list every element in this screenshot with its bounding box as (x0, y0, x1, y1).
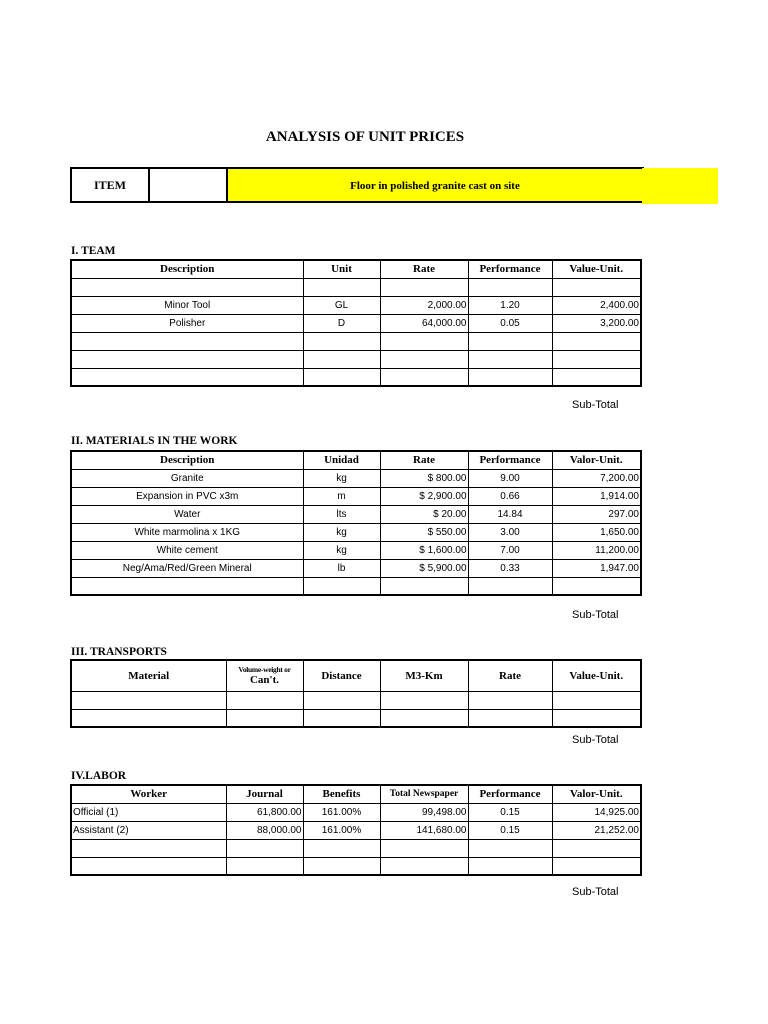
cell: 61,800.00 (226, 803, 303, 821)
item-code (149, 168, 227, 202)
table-row (71, 332, 641, 350)
col-header: Rate (468, 660, 552, 691)
cell (552, 839, 641, 857)
transports-header-row (71, 660, 641, 691)
table-row (71, 487, 641, 505)
cell (468, 278, 552, 296)
cell (552, 709, 641, 727)
col-header: Performance (468, 785, 552, 803)
col-header: Performance (468, 260, 552, 278)
cell (468, 857, 552, 875)
table-row (71, 314, 641, 332)
col-header: Total Newspaper (380, 785, 468, 803)
cell (552, 368, 641, 386)
table-row (71, 541, 641, 559)
table-row (71, 691, 641, 709)
transports-table (70, 659, 642, 728)
cell (468, 332, 552, 350)
cell: 9.00 (468, 469, 552, 487)
cell (226, 709, 303, 727)
cell: 1,914.00 (552, 487, 641, 505)
col-header: Material (71, 660, 226, 691)
cell: $ 550.00 (380, 523, 468, 541)
cell: Minor Tool (71, 296, 303, 314)
table-row (71, 469, 641, 487)
cell (468, 691, 552, 709)
transports-heading: III. TRANSPORTS (71, 646, 167, 658)
cell: Water (71, 505, 303, 523)
cell (380, 350, 468, 368)
cell: Granite (71, 469, 303, 487)
cell (71, 839, 226, 857)
cell (552, 278, 641, 296)
cell: 161.00% (303, 803, 380, 821)
cell: 88,000.00 (226, 821, 303, 839)
table-row (71, 803, 641, 821)
cell (380, 332, 468, 350)
table-row (71, 857, 641, 875)
cell (71, 709, 226, 727)
cell (226, 839, 303, 857)
team-heading: I. TEAM (71, 245, 116, 257)
col-header: Benefits (303, 785, 380, 803)
cell: $ 1,600.00 (380, 541, 468, 559)
cell (552, 332, 641, 350)
table-row (71, 505, 641, 523)
cell: Official (1) (71, 803, 226, 821)
cell (71, 368, 303, 386)
col-header: Valor-Unit. (552, 785, 641, 803)
cell (303, 278, 380, 296)
cell: 3,200.00 (552, 314, 641, 332)
cell: $ 2,900.00 (380, 487, 468, 505)
cell: $ 5,900.00 (380, 559, 468, 577)
cell (303, 691, 380, 709)
materials-header-row (71, 451, 641, 469)
cell: 14,925.00 (552, 803, 641, 821)
cell: 0.05 (468, 314, 552, 332)
cell (303, 368, 380, 386)
cell (71, 691, 226, 709)
cell: $ 800.00 (380, 469, 468, 487)
cell (303, 709, 380, 727)
cell (71, 278, 303, 296)
col-header: Value-Unit. (552, 660, 641, 691)
cell: kg (303, 523, 380, 541)
cell: 0.66 (468, 487, 552, 505)
team-table (70, 259, 642, 387)
cell: 7.00 (468, 541, 552, 559)
col-header: Description (71, 260, 303, 278)
page-title: ANALYSIS OF UNIT PRICES (265, 129, 465, 145)
materials-subtotal-label: Sub-Total (572, 609, 619, 621)
item-label: ITEM (71, 168, 149, 202)
cell: Assistant (2) (71, 821, 226, 839)
cell: 1.20 (468, 296, 552, 314)
cell (468, 577, 552, 595)
col-header: Rate (380, 260, 468, 278)
cell (552, 577, 641, 595)
cell (552, 691, 641, 709)
col-header: Value-Unit. (552, 260, 641, 278)
cell: $ 20.00 (380, 505, 468, 523)
cell (303, 577, 380, 595)
cell: 1,947.00 (552, 559, 641, 577)
col-header: Journal (226, 785, 303, 803)
cell: 7,200.00 (552, 469, 641, 487)
cell: D (303, 314, 380, 332)
labor-header-row (71, 785, 641, 803)
cell: 14.84 (468, 505, 552, 523)
cell (226, 691, 303, 709)
table-row (71, 577, 641, 595)
item-box (70, 167, 644, 203)
team-subtotal-label: Sub-Total (572, 399, 619, 411)
col-header: Rate (380, 451, 468, 469)
cell: 2,000.00 (380, 296, 468, 314)
table-row (71, 350, 641, 368)
cell: 21,252.00 (552, 821, 641, 839)
cell (468, 709, 552, 727)
cell (380, 577, 468, 595)
item-description: Floor in polished granite cast on site (227, 168, 643, 202)
cell: kg (303, 541, 380, 559)
cell (468, 839, 552, 857)
col-header: Distance (303, 660, 380, 691)
col-header-line: Volume-weight or (238, 664, 291, 674)
cell (71, 857, 226, 875)
labor-table (70, 784, 642, 876)
table-row (71, 296, 641, 314)
labor-heading: IV.LABOR (71, 770, 127, 782)
cell (552, 350, 641, 368)
cell: 161.00% (303, 821, 380, 839)
col-header: Unidad (303, 451, 380, 469)
cell (71, 577, 303, 595)
cell (380, 857, 468, 875)
item-highlight-extension (642, 168, 718, 204)
cell: 0.15 (468, 821, 552, 839)
labor-subtotal-label: Sub-Total (572, 886, 619, 898)
cell: Expansion in PVC x3m (71, 487, 303, 505)
cell (71, 332, 303, 350)
cell: GL (303, 296, 380, 314)
cell: White marmolina x 1KG (71, 523, 303, 541)
col-header: Unit (303, 260, 380, 278)
col-header-line: Can't. (249, 673, 280, 686)
cell: Neg/Ama/Red/Green Mineral (71, 559, 303, 577)
table-row (71, 839, 641, 857)
cell (380, 709, 468, 727)
team-header-row (71, 260, 641, 278)
transports-subtotal-label: Sub-Total (572, 734, 619, 746)
col-header: Valor-Unit. (552, 451, 641, 469)
cell: 64,000.00 (380, 314, 468, 332)
cell (303, 857, 380, 875)
col-header-volume (226, 660, 303, 691)
cell (468, 350, 552, 368)
cell (380, 278, 468, 296)
cell: Polisher (71, 314, 303, 332)
cell: 99,498.00 (380, 803, 468, 821)
cell: 141,680.00 (380, 821, 468, 839)
cell (468, 368, 552, 386)
table-row (71, 278, 641, 296)
cell: White cement (71, 541, 303, 559)
cell: 1,650.00 (552, 523, 641, 541)
cell: m (303, 487, 380, 505)
cell (71, 350, 303, 368)
table-row (71, 709, 641, 727)
cell: lb (303, 559, 380, 577)
materials-table (70, 450, 642, 596)
table-row (71, 821, 641, 839)
cell: 297.00 (552, 505, 641, 523)
cell: kg (303, 469, 380, 487)
cell (380, 368, 468, 386)
table-row (71, 523, 641, 541)
cell: 3.00 (468, 523, 552, 541)
cell: lts (303, 505, 380, 523)
cell (380, 839, 468, 857)
col-header: Performance (468, 451, 552, 469)
cell: 11,200.00 (552, 541, 641, 559)
cell (303, 839, 380, 857)
cell: 0.33 (468, 559, 552, 577)
cell: 0.15 (468, 803, 552, 821)
table-row (71, 368, 641, 386)
cell (226, 857, 303, 875)
cell: 2,400.00 (552, 296, 641, 314)
cell (380, 691, 468, 709)
cell (303, 332, 380, 350)
table-row (71, 559, 641, 577)
col-header: M3-Km (380, 660, 468, 691)
col-header: Description (71, 451, 303, 469)
col-header: Worker (71, 785, 226, 803)
cell (303, 350, 380, 368)
materials-heading: II. MATERIALS IN THE WORK (71, 435, 238, 447)
cell (552, 857, 641, 875)
